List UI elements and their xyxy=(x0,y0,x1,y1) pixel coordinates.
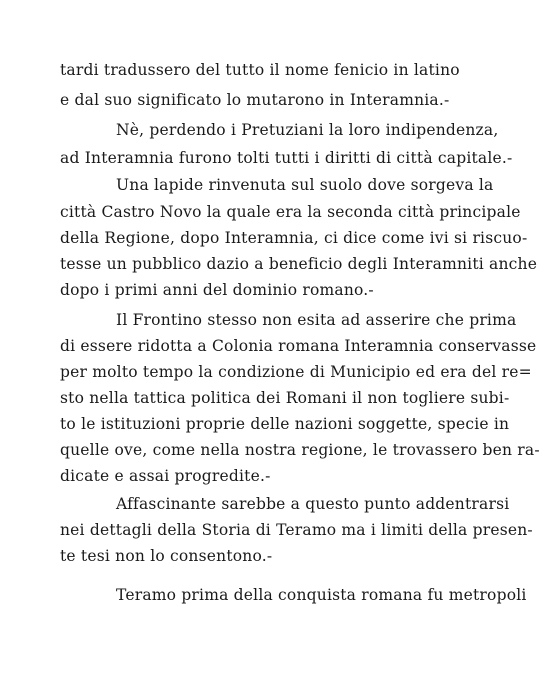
text-line-8: tesse un pubblico dazio a beneficio degli Interamniti anche xyxy=(60,255,538,273)
text-line-11: di essere ridotta a Colonia romana Interamnia conservasse xyxy=(60,337,537,355)
text-line-18: nei dettagli della Storia di Teramo ma i limiti della presen- xyxy=(60,521,533,539)
text-line-5: Una lapide rinvenuta sul suolo dove sorgeva la xyxy=(116,176,494,194)
text-line-13: sto nella tattica politica dei Romani il non togliere subi- xyxy=(60,389,510,407)
text-line-2: e dal suo significato lo mutarono in Interamnia.- xyxy=(60,91,450,109)
text-line-19: te tesi non lo consentono.- xyxy=(60,547,273,565)
text-line-7: della Regione, dopo Interamnia, ci dice come ivi si riscuo- xyxy=(60,229,528,247)
text-line-16: dicate e assai progredite.- xyxy=(60,467,271,485)
text-line-9: dopo i primi anni del dominio romano.- xyxy=(60,281,374,299)
text-line-14: to le istituzioni proprie delle nazioni soggette, specie in xyxy=(60,415,510,433)
text-line-15: quelle ove, come nella nostra regione, le trovassero ben ra- xyxy=(60,441,540,459)
text-line-6: città Castro Novo la quale era la seconda città principale xyxy=(60,203,521,221)
text-line-20: Teramo prima della conquista romana fu metropoli xyxy=(116,586,527,604)
text-line-4: ad Interamnia furono tolti tutti i diritti di città capitale.- xyxy=(60,149,513,167)
text-line-10: Il Frontino stesso non esita ad asserire che prima xyxy=(116,311,517,329)
text-line-1: tardi tradussero del tutto il nome fenicio in latino xyxy=(60,61,460,79)
text-line-17: Affascinante sarebbe a questo punto addentrarsi xyxy=(116,495,510,513)
text-line-12: per molto tempo la condizione di Municipio ed era del re= xyxy=(60,363,532,381)
text-line-3: Nè, perdendo i Pretuziani la loro indipendenza, xyxy=(116,121,499,139)
